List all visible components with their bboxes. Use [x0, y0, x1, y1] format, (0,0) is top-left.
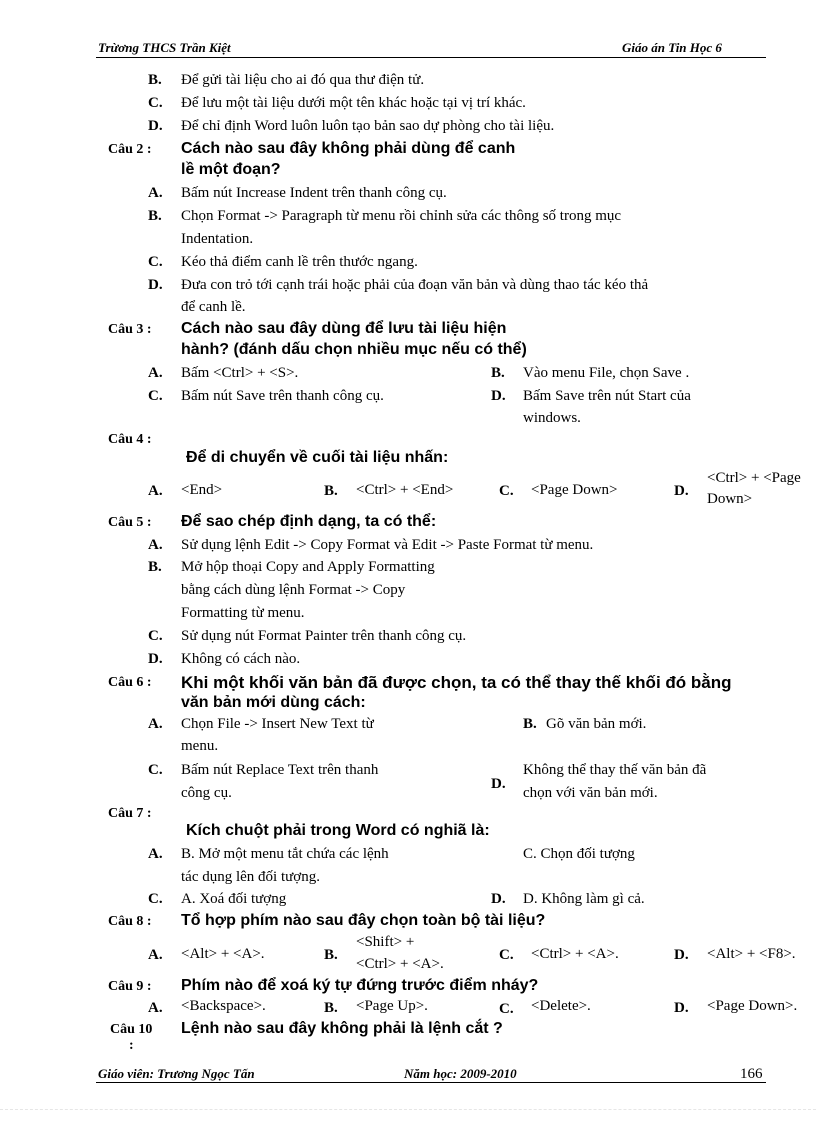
question-text: Cách nào sau đây dùng để lưu tài liệu hiện [181, 320, 507, 337]
option-letter: C. [148, 388, 163, 404]
option-text: tác dụng lên đối tượng. [181, 869, 320, 885]
footer-year: Năm học: 2009-2010 [404, 1066, 517, 1081]
option-text: Formatting từ menu. [181, 605, 305, 621]
option-letter: D. [491, 388, 506, 404]
option-text: Kéo thả điểm canh lề trên thước ngang. [181, 254, 418, 270]
option-letter: C. [499, 947, 514, 963]
option-text: <Page Up>. [356, 998, 428, 1014]
option-text: A. Xoá đối tượng [181, 891, 287, 907]
question-text: văn bản mới dùng cách: [181, 694, 366, 711]
page-number: 166 [740, 1066, 763, 1082]
option-text: Bấm nút Increase Indent trên thanh công cụ. [181, 185, 447, 201]
option-text: Để chỉ định Word luôn luôn tạo bản sao dự phòng cho tài liệu. [181, 118, 555, 134]
option-letter: D. [148, 651, 163, 667]
option-text: B. Mở một menu tắt chứa các lệnh [181, 846, 389, 862]
option-text: C. Chọn đối tượng [523, 846, 635, 862]
question-label: Câu 7 : [108, 806, 152, 821]
option-letter: C. [499, 1001, 514, 1017]
option-letter: B. [491, 365, 505, 381]
question-label: Câu 2 : [108, 142, 152, 157]
header-subject: Giáo án Tin Học 6 [622, 40, 722, 55]
option-text: Gõ văn bản mới. [546, 716, 647, 732]
option-text: Chọn Format -> Paragraph từ menu rồi chỉnh sửa các thông số trong mục [181, 208, 622, 224]
option-text: để canh lề. [181, 299, 246, 315]
option-text: windows. [523, 410, 581, 426]
option-letter: B. [148, 559, 162, 575]
question-label-colon: : [129, 1038, 134, 1053]
question-label: Câu 8 : [108, 914, 152, 929]
option-letter: A. [148, 947, 163, 963]
option-text: <Ctrl> + <A>. [356, 956, 444, 972]
option-letter: D. [674, 947, 689, 963]
option-text: Để gửi tài liệu cho ai đó qua thư điện tử. [181, 72, 425, 88]
footer-rule [96, 1082, 766, 1083]
question-text: lề một đoạn? [181, 161, 281, 178]
option-text: Mở hộp thoại Copy and Apply Formatting [181, 559, 435, 575]
question-label: Câu 5 : [108, 515, 152, 530]
question-text: Kích chuột phải trong Word có nghiã là: [186, 822, 490, 839]
header-school: Trừơng THCS Trần Kiệt [98, 40, 231, 55]
option-letter: A. [148, 483, 163, 499]
option-text: <Alt> + <A>. [181, 946, 265, 962]
option-text: Bấm nút Save trên thanh công cụ. [181, 388, 384, 404]
option-letter: C. [148, 628, 163, 644]
option-text: Bấm <Ctrl> + <S>. [181, 365, 299, 381]
question-text: Tổ hợp phím nào sau đây chọn toàn bộ tài liệu? [181, 912, 546, 929]
question-text: Khi một khối văn bản đã được chọn, ta có thể thay thế khối đó bằng [181, 673, 732, 692]
option-text: <Delete>. [531, 998, 591, 1014]
option-text: công cụ. [181, 785, 232, 801]
question-text: Để di chuyển về cuối tài liệu nhấn: [186, 449, 449, 466]
option-text: <End> [181, 482, 223, 498]
option-text: Vào menu File, chọn Save . [523, 365, 690, 381]
option-text: <Ctrl> + <Page [707, 470, 801, 486]
question-text: hành? (đánh dấu chọn nhiều mục nếu có thể) [181, 341, 527, 358]
option-text: Chọn File -> Insert New Text từ [181, 716, 374, 732]
option-letter: D. [674, 1000, 689, 1016]
option-letter: C. [148, 254, 163, 270]
option-text: Đưa con trỏ tới cạnh trái hoặc phải của đoạn văn bản và dùng thao tác kéo thả [181, 277, 649, 293]
option-letter: A. [148, 716, 163, 732]
option-letter: B. [324, 947, 338, 963]
option-text: <Page Down> [531, 482, 618, 498]
question-text: Để sao chép định dạng, ta có thể: [181, 513, 437, 530]
option-letter: C. [148, 762, 163, 778]
option-letter: A. [148, 846, 163, 862]
option-letter: A. [148, 1000, 163, 1016]
option-text: <Backspace>. [181, 998, 266, 1014]
option-letter: B. [324, 483, 338, 499]
option-letter: A. [148, 185, 163, 201]
question-text: Phím nào để xoá ký tự đứng trước điểm nháy? [181, 977, 539, 994]
option-text: Sử dụng lệnh Edit -> Copy Format và Edit -> Paste Format từ menu. [181, 537, 594, 553]
option-text: Down> [707, 491, 753, 507]
option-text: Bấm nút Replace Text trên thanh [181, 762, 379, 778]
option-text: Không thể thay thế văn bản đã [523, 762, 707, 778]
question-text: Cách nào sau đây không phải dùng để canh [181, 140, 516, 157]
question-label: Câu 9 : [108, 979, 152, 994]
question-label: Câu 3 : [108, 322, 152, 337]
option-letter: B. [148, 72, 162, 88]
option-text: <Shift> + [356, 934, 415, 950]
option-letter: B. [148, 208, 162, 224]
option-letter: B. [523, 716, 537, 732]
option-text: chọn với văn bản mới. [523, 785, 658, 801]
header-rule [96, 57, 766, 58]
option-text: Bấm Save trên nút Start của [523, 388, 691, 404]
option-text: menu. [181, 738, 219, 754]
option-text: <Ctrl> + <A>. [531, 946, 619, 962]
option-letter: A. [148, 537, 163, 553]
option-text: <Page Down>. [707, 998, 798, 1014]
question-label: Câu 4 : [108, 432, 152, 447]
page-divider [0, 1109, 816, 1110]
question-label: Câu 10 [110, 1022, 153, 1037]
question-text: Lệnh nào sau đây không phải là lệnh cắt ? [181, 1020, 503, 1037]
option-letter: D. [491, 891, 506, 907]
option-letter: B. [324, 1000, 338, 1016]
option-text: <Alt> + <F8>. [707, 946, 796, 962]
question-label: Câu 6 : [108, 675, 152, 690]
option-letter: C. [499, 483, 514, 499]
option-letter: A. [148, 365, 163, 381]
option-letter: D. [148, 277, 163, 293]
footer-teacher: Giáo viên: Trương Ngọc Tấn [98, 1066, 255, 1081]
option-text: Không có cách nào. [181, 651, 301, 667]
option-text: <Ctrl> + <End> [356, 482, 454, 498]
option-text: D. Không làm gì cả. [523, 891, 645, 907]
option-text: Để lưu một tài liệu dưới một tên khác hoặc tại vị trí khác. [181, 95, 526, 111]
option-text: Indentation. [181, 231, 254, 247]
option-text: Sử dụng nút Format Painter trên thanh công cụ. [181, 628, 467, 644]
option-letter: C. [148, 95, 163, 111]
option-text: bằng cách dùng lệnh Format -> Copy [181, 582, 406, 598]
option-letter: D. [491, 776, 506, 792]
option-letter: C. [148, 891, 163, 907]
option-letter: D. [148, 118, 163, 134]
option-letter: D. [674, 483, 689, 499]
